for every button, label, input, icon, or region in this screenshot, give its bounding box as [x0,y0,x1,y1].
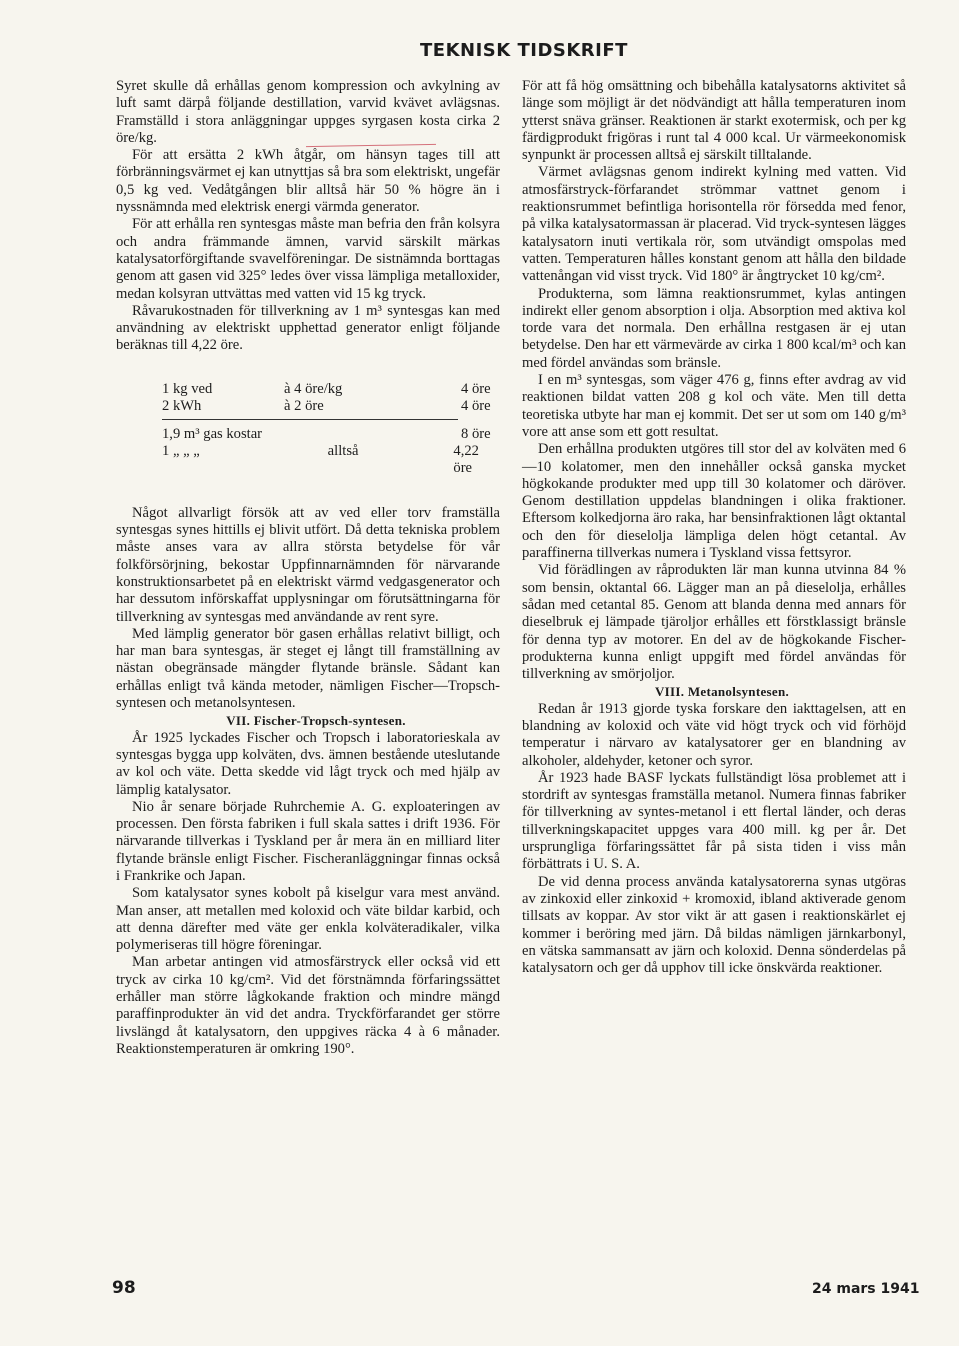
paragraph: För att ersätta 2 kWh åtgår, om hänsyn tages till att förbränningsvärmet ej kan utnyttjas så bra som elektriskt, ungefär 0,5 kg ved. Vedåtgången blir alltså här 50 % högre än i nyssnämnda med elektrisk energi värmda generator. [116,147,500,216]
calc-rate: alltså [327,442,359,459]
paragraph: Vid förädlingen av råprodukten lär man kunna utvinna 84 % som bensin, oktantal 66. Lägger man an på dieselolja, erhålles sådan med cetantal 85. Genom att blanda denna med annars för dieselbruk ej lämpade tjäroljor erhålles ett förstklassigt bränsle för denna typ av motorer. En del av de högkokande Fischer-produkterna kunna enligt uppgift med fördel användas för tillverkning av smörjoljor. [522,562,906,683]
calc-item: 2 kWh [162,397,202,414]
paragraph: I en m³ syntesgas, som väger 476 g, finns efter avdrag av vid reaktionen bildat vatten 208 g kol och väte. Men till detta teoretiska utbyte har man ej kommit. Det ser ut som om 140 g/m³ vore att anse som ett gott resultat. [522,372,906,440]
left-column [116,78,500,1058]
paragraph: Värmet avlägsnas genom indirekt kylning med vatten. Vid atmosfärstryck-förfarandet strömmar vattnet genom i reaktionsrummet befintliga horisontella rör försedda med fenor, på vilka katalysatormassan är placerad. Vid tryck-syntesen lägges katalysatorn inuti vertikala rör, som utvändigt omspolas med vatten. Temperaturen hålles konstant genom att hålla den bildade vattenångan vid visst tryck. Vid 180° är ångtrycket 10 kg/cm². [522,164,906,285]
paragraph: Redan år 1913 gjorde tyska forskare den iakttagelsen, att en blandning av koloxid och väte vid högt tryck och vid förhöjd temperatur i närvaro av katalysatorer ger en blandning av alkoholer, aldehyder, ketoner och syror. [522,700,906,769]
paragraph: Något allvarligt försök att av ved eller torv framställa syntesgas synes hittills ej blivit utfört. Då detta tekniska problem måste anses vara av allra största betydelse för vår folkförsörjning, bekostar Uppfinnarnämnden för närvarande konstruktionsarbetet på en elektriskt värmd vedgasgenerator och har dessutom införskaffat upplysningar om förutsättningarna för tillverkning av syntesgas med användande av rent syre. [116,504,500,625]
calc-spacer [401,381,461,398]
paragraph: För att få hög omsättning och bibehålla katalysatorns aktivitet så länge som möjligt är det nödvändigt att hålla temperaturen inom ytterst snäva gränser. Reaktionen är starkt exotermisk, och per kg färdigprodukt frigöras i runt tal 4 000 kcal. Ur värmeekonomisk synpunkt är processen alltså ej särskilt tilltalande. [522,78,906,164]
calc-item: 1,9 m³ gas kostar [162,425,263,442]
paragraph: För att erhålla ren syntesgas måste man befria den från kolsyra och andra främmande ämnen, varvid särskilt märkas katalysatorförgiftande svavelföreningar. De sistnämnda borttagas genom att gasen vid 325° ledes över vissa lämpliga metalloxider, medan kolsyran uttvättas med vatten vid 15 kg tryck. [116,216,500,302]
calc-rate: à 4 öre/kg [284,380,343,397]
cost-calculation-table [162,381,500,477]
journal-title: TEKNISK TIDSKRIFT [420,40,628,61]
calc-row [162,426,500,443]
paragraph: Som katalysator synes kobolt på kiselgur vara mest använd. Man anser, att metallen med koloxid och väte bildar karbid, och att denna därefter med väte ger enkla kolväteradikaler, vilka polymeriseras till högre föreningar. [116,885,500,954]
paragraph: De vid denna process använda katalysatorerna synas utgöras av zinkoxid eller zinkoxid + kromoxid, ibland aktiverade genom tillsats av koppar. Av stor vikt är att gasen i reaktionskärlet ej kommer i beröring med järn. Då bildas nämligen järnkarbonyl, en vätska sammansatt av järn och koloxid. Denna sönderdelas på katalysatorn och ger då upphov till icke önskvärda reaktioner. [522,873,906,977]
paragraph: Med lämplig generator bör gasen erhållas relativt billigt, och har man bara syntesgas, är steget ej långt till framställning av nästan obegränsade mängder flytande bränsle. Sådant kan erhållas enligt två kända metoder, nämligen Fischer—Tropsch-syntesen och metanolsyntesen. [116,625,500,712]
paragraph: Syret skulle då erhållas genom kompression och avkylning av luft samt därpå följande destillation, varvid kvävet avlägsnas. Framställd i stora anläggningar uppges syrgasen kosta cirka 2 öre/kg. [116,78,500,146]
calc-sum-rule [162,419,458,420]
calc-item: 1 „ „ „ [162,442,200,459]
page-number: 98 [112,1278,136,1298]
issue-date: 24 mars 1941 [812,1281,920,1297]
section-heading: VIII. Metanolsyntesen. [654,684,790,700]
calc-item: 1 kg ved [162,380,213,397]
calc-cost: 4,22 öre [453,442,479,476]
calc-cost: 4 öre [461,397,491,414]
paragraph: Nio år senare började Ruhrchemie A. G. exploateringen av processen. Den första fabriken i full skala sattes i drift 1936. För närvarande tillverkas i Tyskland per år mera än en milliard liter flytande bränsle enligt Fischer. Fischeranläggningar finnas också i Frankrike och Japan. [116,798,500,884]
calc-spacer [401,398,461,415]
paragraph: Man arbetar antingen vid atmosfärstryck eller också vid ett tryck av cirka 10 kg/cm². Vid det förstnämnda förfaringssättet erhåller man större lågkokande fraktion och mindre mängd paraffinprodukter än vid det andra. Tryckförfarandet ger större livslängd åt katalysatorn, den uppgives räcka 4 à 6 månader. Reaktionstemperaturen är omkring 190°. [116,954,500,1057]
calc-rate: à 2 öre [284,397,324,414]
calc-row [162,398,500,415]
right-column [522,78,906,977]
section-heading: VII. Fischer-Tropsch-syntesen. [226,713,406,729]
paragraph: År 1925 lyckades Fischer och Tropsch i laboratorieskala av syntesgas bygga upp kolväten, dvs. ämnen bestående uteslutande av kol och väte. Detta skedde vid lågt tryck och med hjälp av lämplig katalysator. [116,729,500,798]
paragraph: Råvarukostnaden för tillverkning av 1 m³ syntesgas kan med användning av elektriskt upphettad generator enligt följande beräknas till 4,22 öre. [116,302,500,354]
paragraph: År 1923 hade BASF lyckats fullständigt lösa problemet att i stordrift av syntesgas framställa metanol. Numera finnas fabriker för tillverkning av syntes-metanol i ett flertal länder, och deras tillverkningskapacitet uppges vara 400 mill. kg per år. Det ursprungliga förfaringssättet får på sista tiden i viss mån förbättrats i U. S. A. [522,769,906,873]
paragraph: Produkterna, som lämna reaktionsrummet, kylas antingen indirekt eller genom absorption i olja. Absorption med aktiva kol torde vara det normala. Den erhållna restgasen är ej utan betydelse. Den har ett värmevärde av cirka 1 800 kcal/m³ och kan med fördel användas som bränsle. [522,285,906,371]
calc-row [162,381,500,398]
calc-spacer [395,443,453,477]
paragraph: Den erhållna produkten utgöres till stor del av kolväten med 6—10 kolatomer, men den innehåller också ganska mycket högkokande produkter med upp till 30 kolatomer och däröver. Genom destillation uppdelas blandningen i olika fraktioner. Eftersom kolkedjorna äro raka, har bensinfraktionen lågt oktantal och den för dieselolja lämpliga delen högt cetantal. Av paraffinerna tillverkas numera i Tyskland vissa fettsyror. [522,441,906,562]
calc-cost: 8 öre [461,425,491,442]
calc-spacer [401,426,461,443]
calc-row [162,443,500,477]
calc-cost: 4 öre [461,380,491,397]
